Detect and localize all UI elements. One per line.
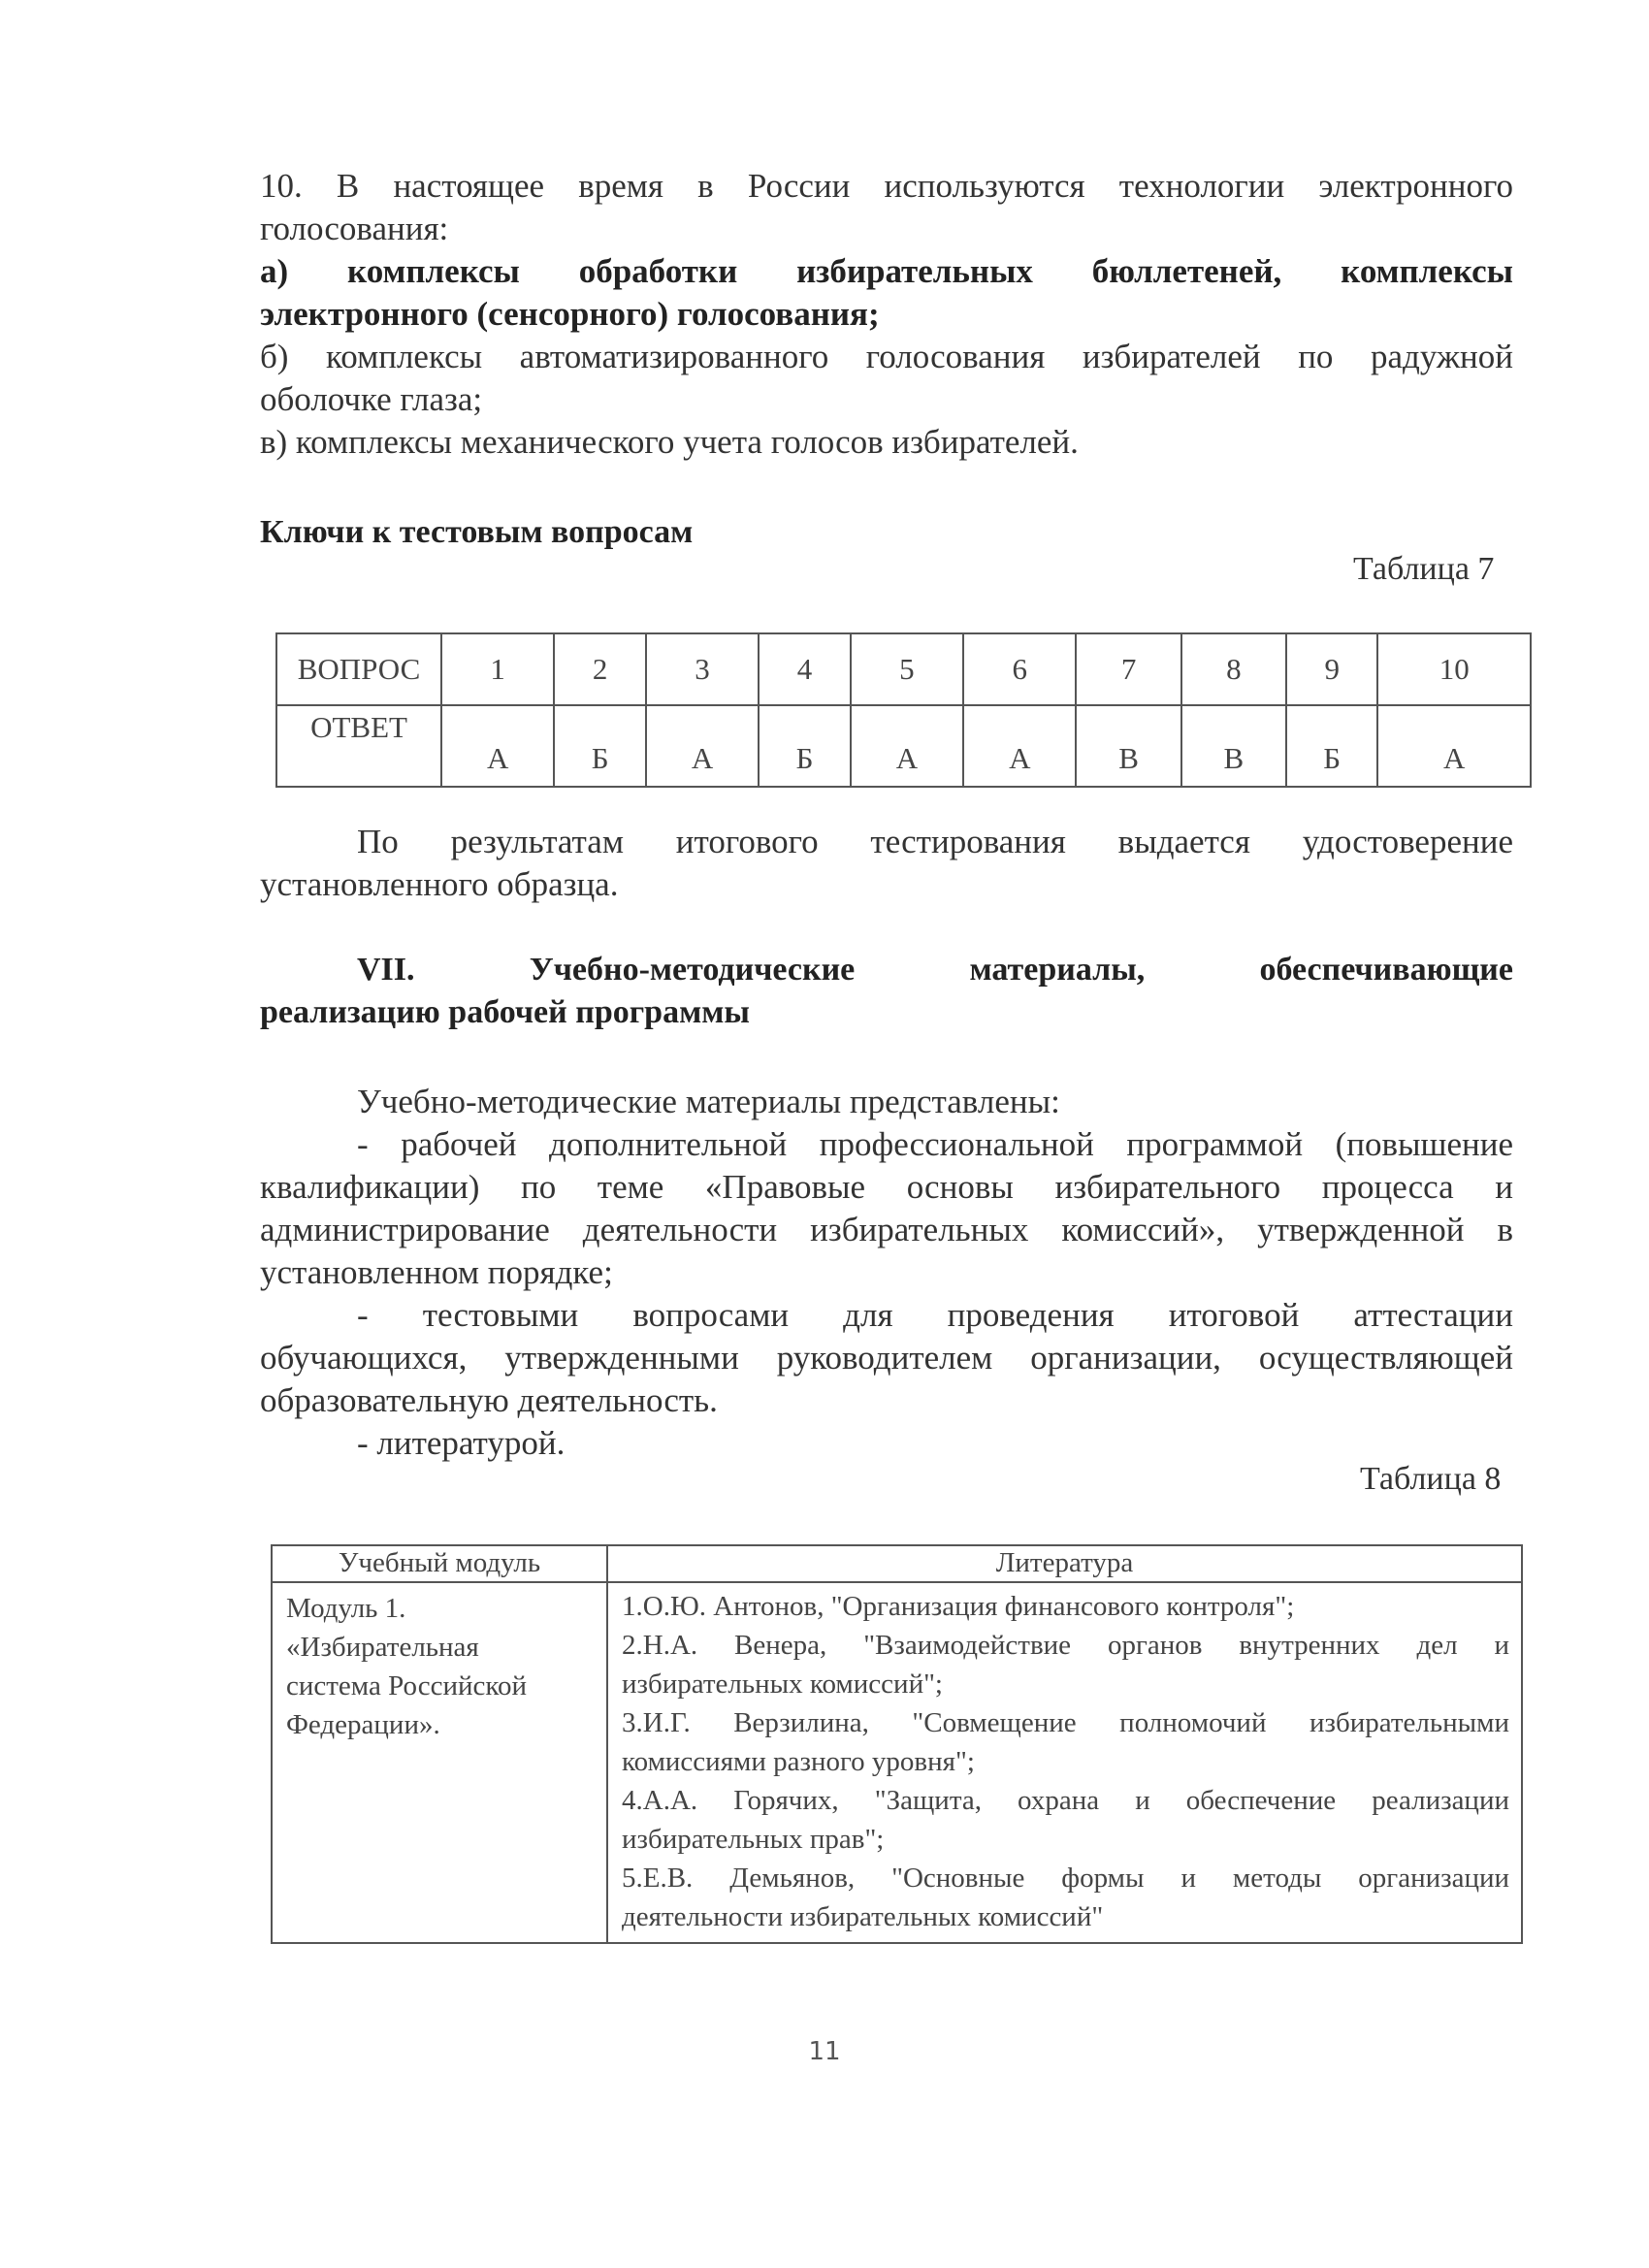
book-line: 1.О.Ю. Антонов, "Организация финансового контроля"; — [622, 1591, 1295, 1622]
module-cell — [272, 1582, 607, 1943]
table-7-caption: Таблица 7 — [1353, 551, 1495, 587]
book-entry — [622, 1587, 1509, 1626]
question-10 — [260, 165, 1513, 464]
answer-cell: В — [1181, 705, 1286, 787]
book-entry — [622, 1626, 1509, 1703]
question-cell: 4 — [759, 633, 851, 705]
column-header-module: Учебный модуль — [272, 1545, 607, 1582]
literature-row — [272, 1582, 1522, 1943]
book-entry — [622, 1703, 1509, 1781]
book-line: 2.Н.А. Венера, "Взаимодействие органов внутренних дел и — [622, 1630, 1509, 1661]
module-line: система Российской — [286, 1670, 528, 1701]
section-7-heading — [260, 949, 1513, 1034]
question-cell: 5 — [851, 633, 963, 705]
materials-item2-line3: образовательную деятельность. — [260, 1381, 718, 1419]
page-number: 11 — [808, 2037, 841, 2066]
answer-cell: В — [1076, 705, 1180, 787]
section-7-word1: Учебно-методические — [529, 952, 856, 988]
answers-row — [276, 705, 1531, 787]
answer-cell: А — [851, 705, 963, 787]
certificate-paragraph — [260, 821, 1513, 906]
books-cell — [607, 1582, 1522, 1943]
question-cell: 2 — [554, 633, 646, 705]
keys-heading: Ключи к тестовым вопросам — [260, 514, 694, 550]
book-line: 3.И.Г. Верзилина, "Совмещение полномочий избирательными — [622, 1707, 1509, 1738]
question-10-line1: 10. В настоящее время в России используются технологии электронного — [260, 167, 1513, 205]
question-cell: 10 — [1377, 633, 1531, 705]
materials-item2-line1: - тестовыми вопросами для проведения итоговой аттестации — [357, 1296, 1513, 1334]
materials-item1-line4: установленном порядке; — [260, 1253, 613, 1291]
answer-cell: Б — [759, 705, 851, 787]
option-a-line1: а) комплексы обработки избирательных бюллетеней, комплексы — [260, 252, 1513, 290]
question-cell: 9 — [1286, 633, 1378, 705]
question-10-line2: голосования: — [260, 210, 449, 247]
materials-paragraph — [260, 1081, 1513, 1465]
materials-intro: Учебно-методические материалы представлены: — [357, 1083, 1060, 1120]
materials-item1-line1: - рабочей дополнительной профессиональной программой (повышение — [357, 1125, 1513, 1163]
answer-cell: Б — [1286, 705, 1378, 787]
column-header-literature: Литература — [607, 1545, 1522, 1582]
book-line: деятельности избирательных комиссий" — [622, 1901, 1104, 1932]
section-7-word2: материалы, — [969, 952, 1146, 988]
book-entry — [622, 1781, 1509, 1859]
book-line: 5.Е.В. Демьянов, "Основные формы и методы организации — [622, 1863, 1509, 1894]
literature-header-row — [272, 1545, 1522, 1582]
materials-item3: - литературой. — [357, 1424, 566, 1462]
question-cell: 1 — [441, 633, 554, 705]
questions-row — [276, 633, 1531, 705]
answers-row-header: ОТВЕТ — [276, 705, 441, 787]
materials-item1-line3: администрирование деятельности избирательных комиссий», утвержденной в — [260, 1211, 1513, 1248]
option-b-line2: оболочке глаза; — [260, 380, 483, 418]
book-line: избирательных комиссий"; — [622, 1669, 943, 1700]
book-entry — [622, 1859, 1509, 1936]
question-cell: 8 — [1181, 633, 1286, 705]
answer-cell: А — [963, 705, 1076, 787]
materials-item2-line2: обучающихся, утвержденными руководителем организации, осуществляющей — [260, 1339, 1513, 1377]
option-a-line2: электронного (сенсорного) голосования; — [260, 295, 880, 333]
question-cell: 3 — [646, 633, 759, 705]
section-7-heading-line2: реализацию рабочей программы — [260, 994, 750, 1030]
certificate-line2: установленного образца. — [260, 865, 619, 903]
book-line: 4.А.А. Горячих, "Защита, охрана и обеспечение реализации — [622, 1785, 1509, 1816]
answer-cell: А — [646, 705, 759, 787]
option-c-line1: в) комплексы механического учета голосов избирателей. — [260, 423, 1079, 461]
certificate-line1: По результатам итогового тестирования выдается удостоверение — [357, 823, 1513, 860]
materials-item1-line2: квалификации) по теме «Правовые основы избирательного процесса и — [260, 1168, 1513, 1206]
module-line: Федерации». — [286, 1709, 440, 1740]
section-7-word3: обеспечивающие — [1259, 952, 1513, 988]
literature-table — [271, 1544, 1523, 1944]
section-7-number: VII. — [357, 952, 415, 988]
table-8-caption: Таблица 8 — [1360, 1461, 1502, 1497]
option-b-line1: б) комплексы автоматизированного голосования избирателей по радужной — [260, 338, 1513, 375]
module-line: «Избирательная — [286, 1632, 479, 1663]
keys-table — [275, 632, 1532, 788]
questions-row-header: ВОПРОС — [276, 633, 441, 705]
section-7-heading-line1 — [260, 949, 1513, 991]
answer-cell: А — [441, 705, 554, 787]
module-line: Модуль 1. — [286, 1593, 406, 1624]
question-cell: 6 — [963, 633, 1076, 705]
question-cell: 7 — [1076, 633, 1180, 705]
book-line: избирательных прав"; — [622, 1824, 885, 1855]
answer-cell: Б — [554, 705, 646, 787]
answer-cell: А — [1377, 705, 1531, 787]
book-line: комиссиями разного уровня"; — [622, 1746, 975, 1777]
